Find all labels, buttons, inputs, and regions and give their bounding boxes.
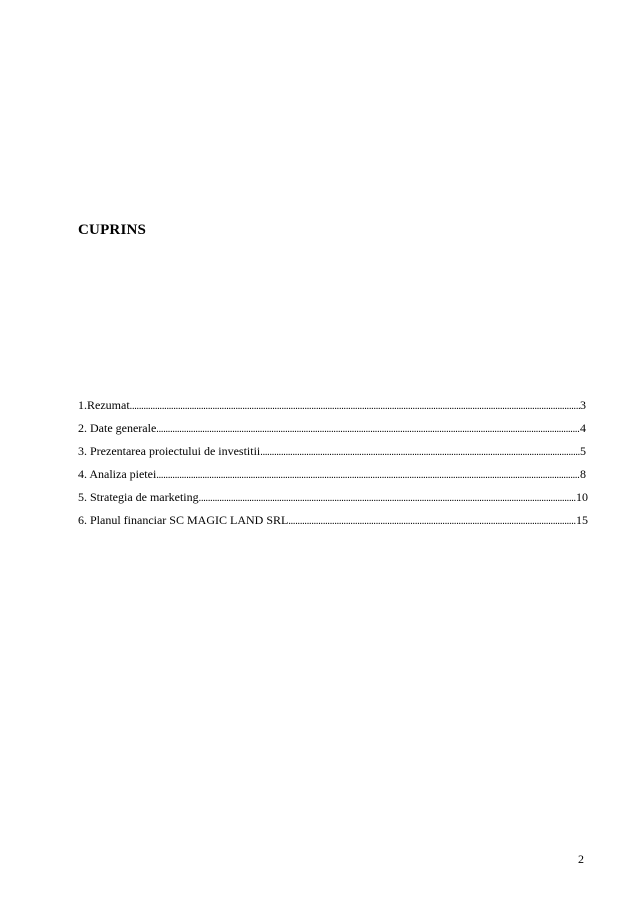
toc-entry-analiza-pietei[interactable]	[78, 466, 586, 489]
toc-entry-label: 5. Strategia de marketing	[78, 490, 199, 504]
dot-leader	[260, 445, 580, 461]
page-number: 2	[578, 852, 584, 866]
toc-entry-label: 1.Rezumat	[78, 398, 130, 412]
dot-leader	[199, 491, 576, 507]
toc-entry-label: 4. Analiza pietei	[78, 467, 157, 481]
toc-entry-label: 3. Prezentarea proiectului de investitii	[78, 444, 261, 458]
toc-entry-page: 10	[576, 490, 588, 504]
dot-leader	[288, 514, 576, 530]
toc-entry-page: 4	[580, 421, 586, 435]
dot-leader	[156, 422, 580, 438]
dot-leader	[130, 399, 580, 415]
dot-leader	[156, 468, 580, 484]
toc-entry-strategia-de-marketing[interactable]	[78, 489, 588, 512]
table-of-contents	[78, 397, 588, 535]
toc-heading: CUPRINS	[78, 222, 147, 238]
toc-entry-prezentarea-proiectului[interactable]	[78, 443, 586, 466]
toc-entry-label: 2. Date generale	[78, 421, 157, 435]
toc-entry-label: 6. Planul financiar SC MAGIC LAND SRL	[78, 513, 289, 527]
toc-entry-page: 3	[580, 398, 586, 412]
toc-entry-planul-financiar[interactable]	[78, 512, 588, 535]
toc-entry-date-generale[interactable]	[78, 420, 586, 443]
toc-entry-page: 5	[580, 444, 586, 458]
toc-entry-rezumat[interactable]	[78, 397, 586, 420]
toc-entry-page: 15	[576, 513, 588, 527]
toc-entry-page: 8	[580, 467, 586, 481]
